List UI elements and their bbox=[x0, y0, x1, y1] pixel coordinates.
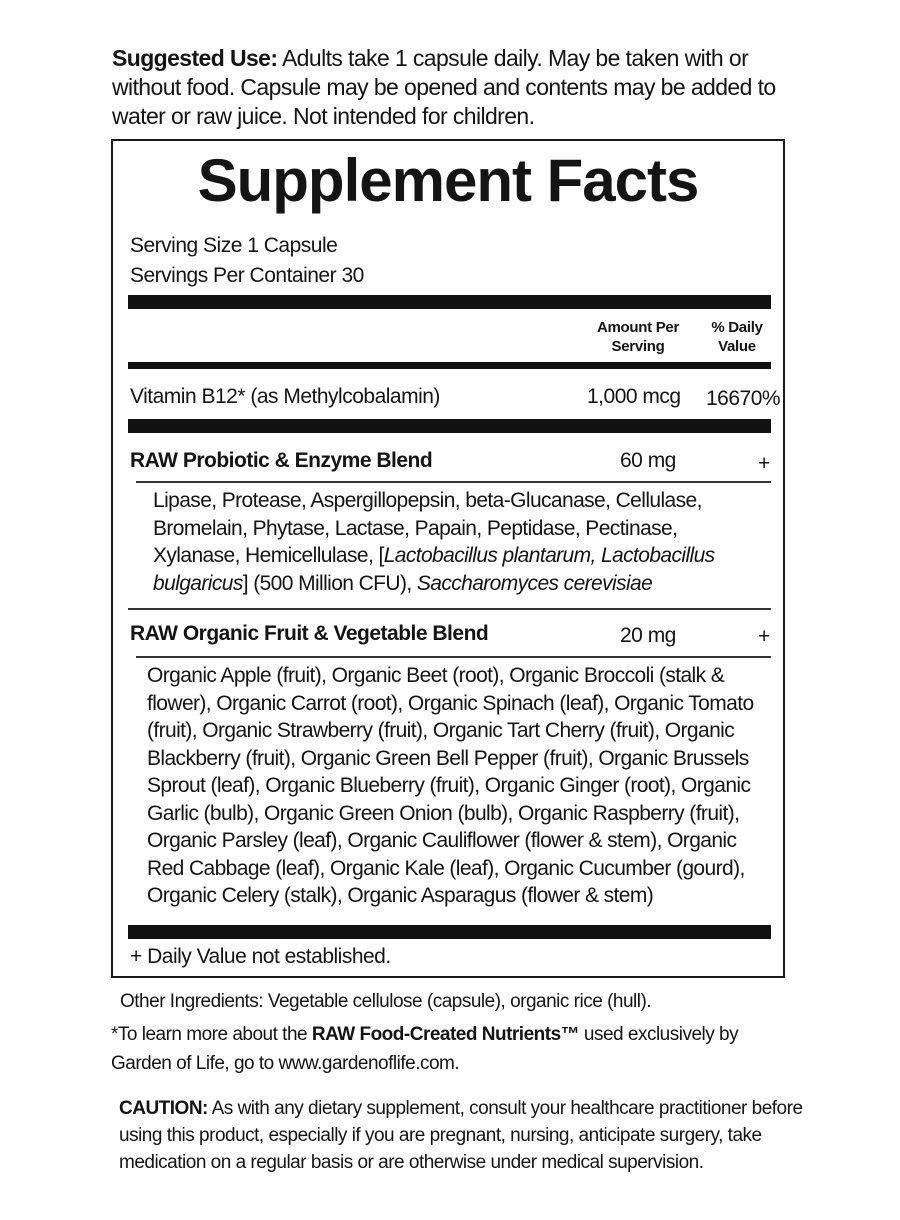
suggested-use-label: Suggested Use: bbox=[112, 45, 278, 71]
probiotic-blend-dv: + bbox=[758, 452, 770, 475]
panel-title: Supplement Facts bbox=[197, 147, 699, 214]
caution-statement bbox=[119, 1095, 809, 1176]
fruit-veg-blend-dv: + bbox=[758, 625, 770, 648]
column-header-daily-value bbox=[697, 318, 777, 356]
thin-divider bbox=[136, 481, 771, 483]
column-header-amount-line2: Serving bbox=[611, 338, 665, 355]
column-header-amount bbox=[583, 318, 693, 356]
probiotic-blend-name: RAW Probiotic & Enzyme Blend bbox=[130, 449, 433, 472]
learn-more-suffix: used exclusively by Garden of Life, go to www.gardenoflife.com. bbox=[111, 1024, 739, 1074]
servings-per-container: Servings Per Container 30 bbox=[130, 264, 364, 287]
thin-divider bbox=[128, 608, 771, 610]
fruit-veg-blend-name: RAW Organic Fruit & Vegetable Blend bbox=[130, 622, 489, 645]
probiotic-ingredients-text-2: ] (500 Million CFU), bbox=[242, 571, 417, 595]
thin-divider bbox=[136, 656, 771, 658]
column-header-dv-line2: Value bbox=[718, 338, 756, 355]
caution-label: CAUTION: bbox=[119, 1098, 208, 1119]
thick-divider bbox=[128, 295, 771, 309]
probiotic-blend-amount: 60 mg bbox=[620, 449, 676, 472]
suggested-use-text: Adults take 1 capsule daily. May be taken with or without food. Capsule may be opened and contents may be added to water or raw juice. Not intended for children. bbox=[112, 45, 776, 129]
suggested-use bbox=[112, 44, 792, 131]
column-header-dv-line1: % Daily bbox=[711, 319, 763, 336]
thick-divider bbox=[128, 925, 771, 939]
fruit-veg-blend-amount: 20 mg bbox=[620, 624, 676, 647]
probiotic-ingredients-italic: Lactobacillus plantarum, Lactobacillus bulgaricus bbox=[153, 544, 715, 595]
thick-divider bbox=[128, 419, 771, 433]
caution-text: As with any dietary supplement, consult your healthcare practitioner before using this product, especially if you are pregnant, nursing, anticipate surgery, take medication on a regular basis or are otherwise under medical supervision. bbox=[119, 1098, 803, 1173]
vitamin-b12-name: Vitamin B12* (as Methylcobalamin) bbox=[130, 385, 440, 408]
other-ingredients: Other Ingredients: Vegetable cellulose (capsule), organic rice (hull). bbox=[120, 991, 652, 1012]
column-header-amount-line1: Amount Per bbox=[596, 319, 679, 336]
learn-more-brand: RAW Food-Created Nutrients™ bbox=[311, 1024, 580, 1045]
supplement-facts-panel bbox=[111, 139, 785, 978]
daily-value-footnote: + Daily Value not established. bbox=[130, 945, 391, 968]
learn-more-note bbox=[111, 1020, 751, 1078]
vitamin-b12-dv: 16670% bbox=[706, 387, 781, 410]
probiotic-ingredients-text: Lipase, Protease, Aspergillopepsin, beta-Glucanase, Cellulase, Bromelain, Phytase, Lactase, Papain, Peptidase, Pectinase, Xylanase, Hemicellulase, [ bbox=[153, 489, 702, 567]
learn-more-prefix: *To learn more about the bbox=[111, 1024, 312, 1045]
fruit-veg-blend-ingredients: Organic Apple (fruit), Organic Beet (root), Organic Broccoli (stalk & flower), Organic Carrot (root), Organic Spinach (leaf), Organic Tomato (fruit), Organic Strawberry (fruit), Organic Tart Cherry (fruit), Organic Blackberry (fruit), Organic Green Bell Pepper (fruit), Organic Brussels Sprout (leaf), Organic Blueberry (fruit), Organic Ginger (root), Organic Garlic (bulb), Organic Green Onion (bulb), Organic Raspberry (fruit), Organic Parsley (leaf), Organic Cauliflower (flower & stem), Organic Red Cabbage (leaf), Organic Kale (leaf), Organic Cucumber (gourd), Organic Celery (stalk), Organic Asparagus (flower & stem) bbox=[147, 664, 754, 907]
vitamin-b12-amount: 1,000 mcg bbox=[587, 385, 681, 408]
probiotic-blend-ingredients bbox=[153, 487, 765, 597]
probiotic-ingredients-italic-2: Saccharomyces cerevisiae bbox=[416, 571, 653, 595]
medium-divider bbox=[128, 362, 771, 369]
serving-size: Serving Size 1 Capsule bbox=[130, 234, 338, 257]
